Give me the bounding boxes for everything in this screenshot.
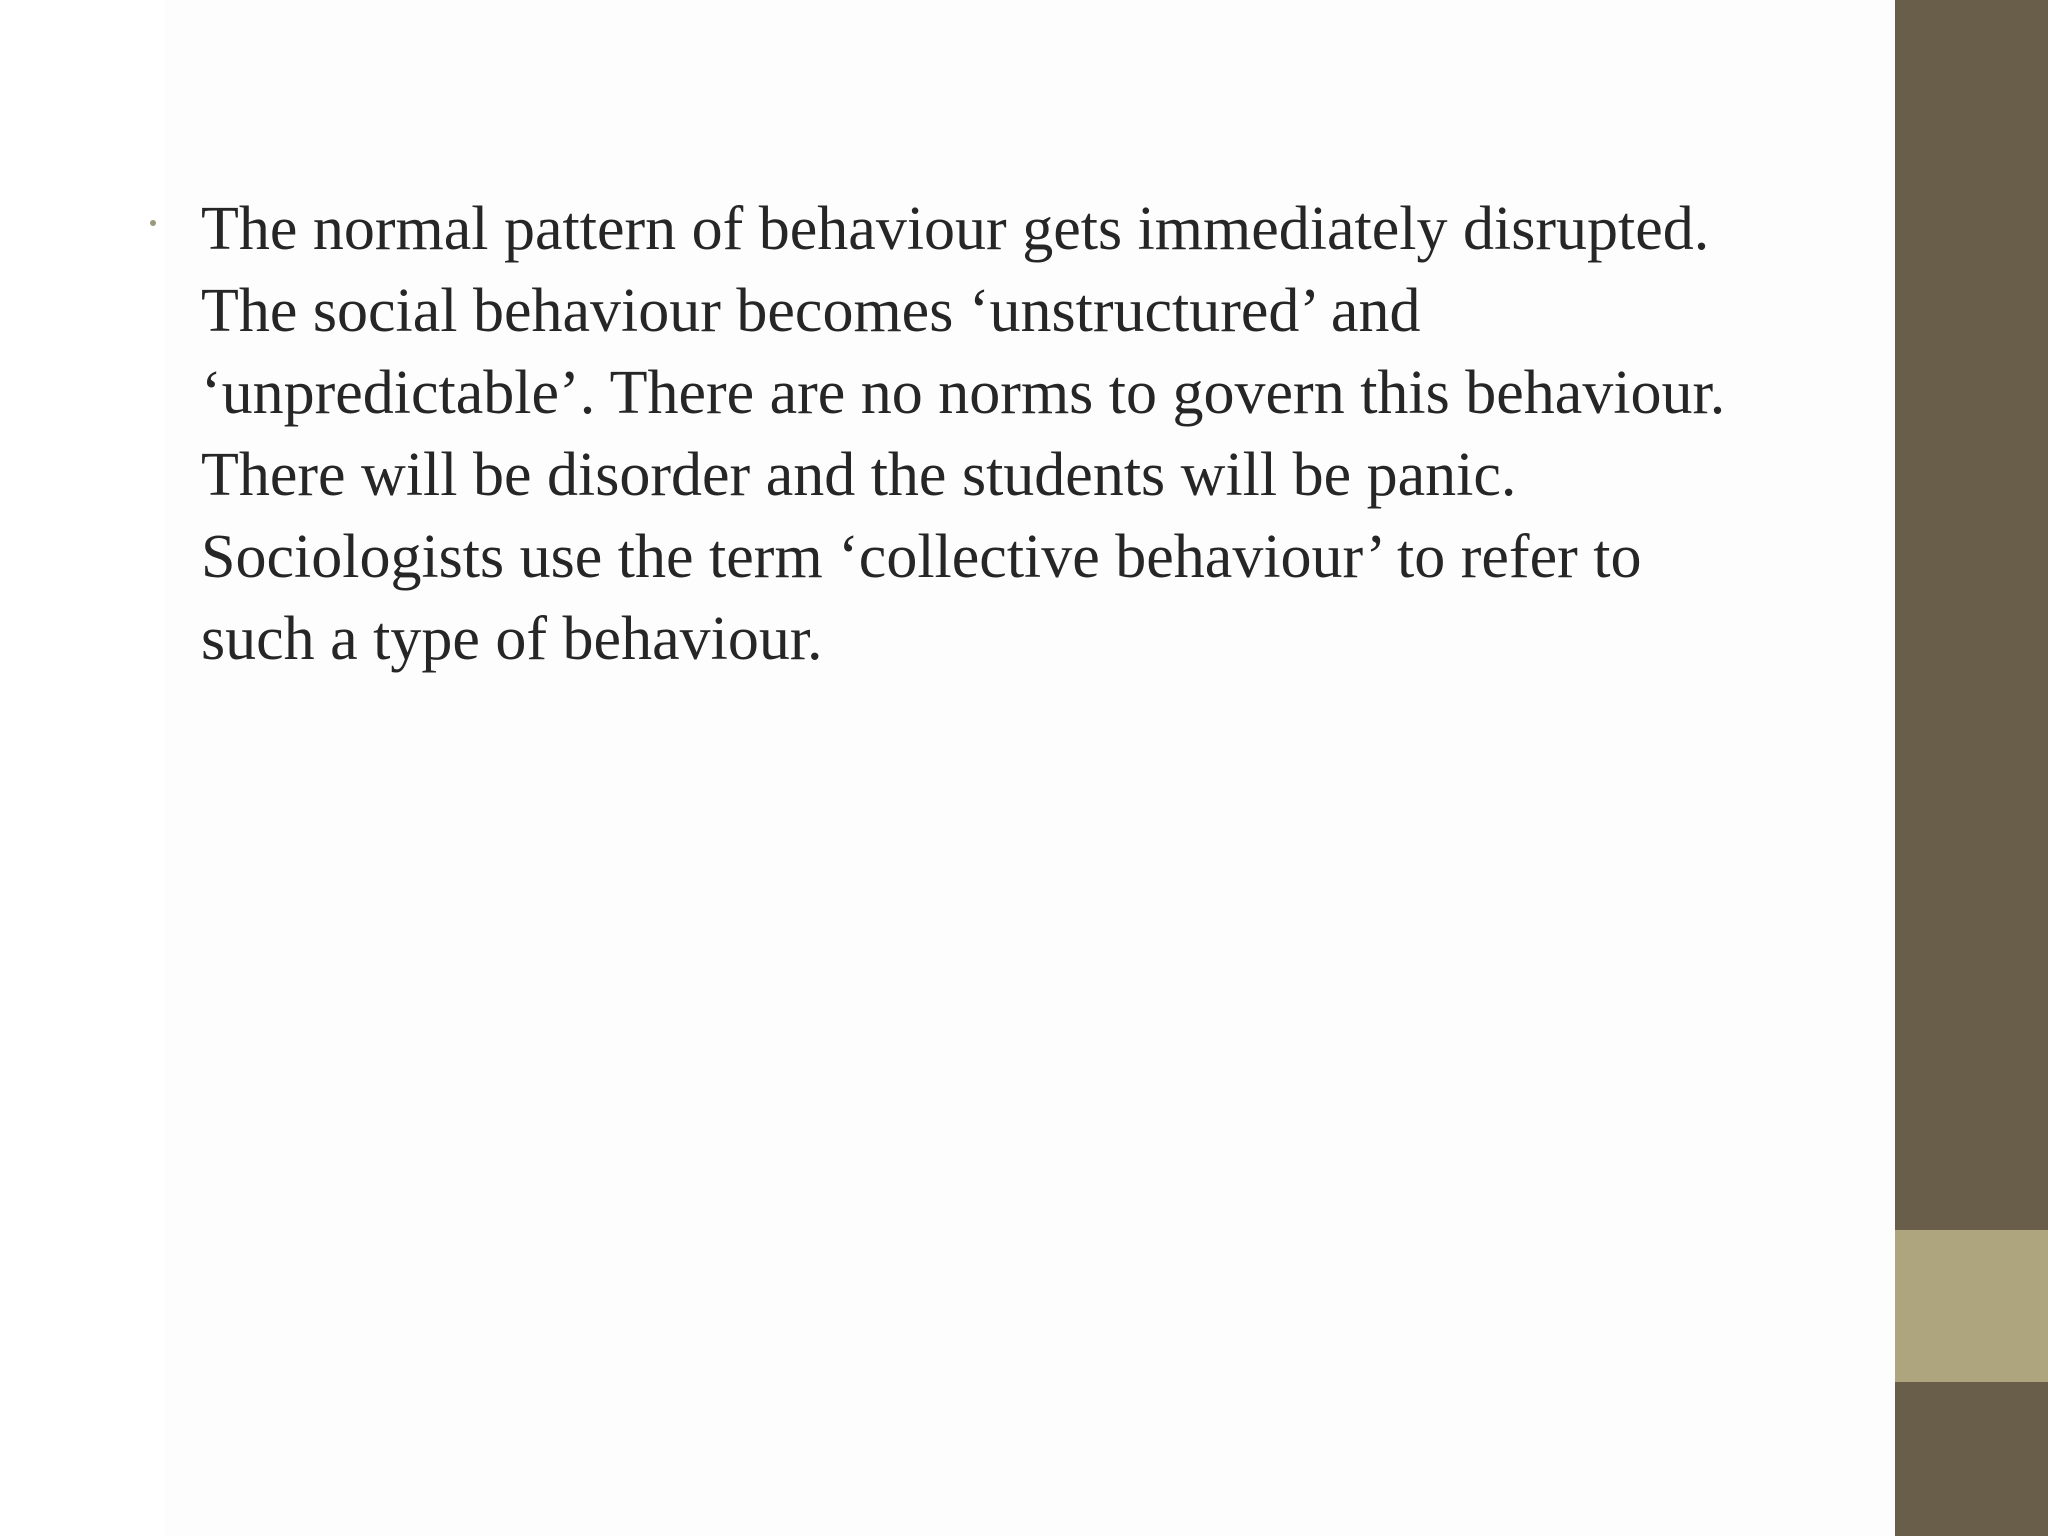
bullet-item [140, 188, 1900, 680]
bullet-text: The normal pattern of behaviour gets immediately disrupted. The social behaviour becomes ‘unstructured’ and ‘unpredictable’. There are no norms to govern this behaviour. There will be disorder and the students will be panic. Sociologists use the term ‘collective behaviour’ to refer to such a type of behaviour. [201, 195, 1726, 673]
side-bar-accent-block [1895, 1230, 2048, 1382]
bullet-dot-icon [150, 220, 156, 226]
